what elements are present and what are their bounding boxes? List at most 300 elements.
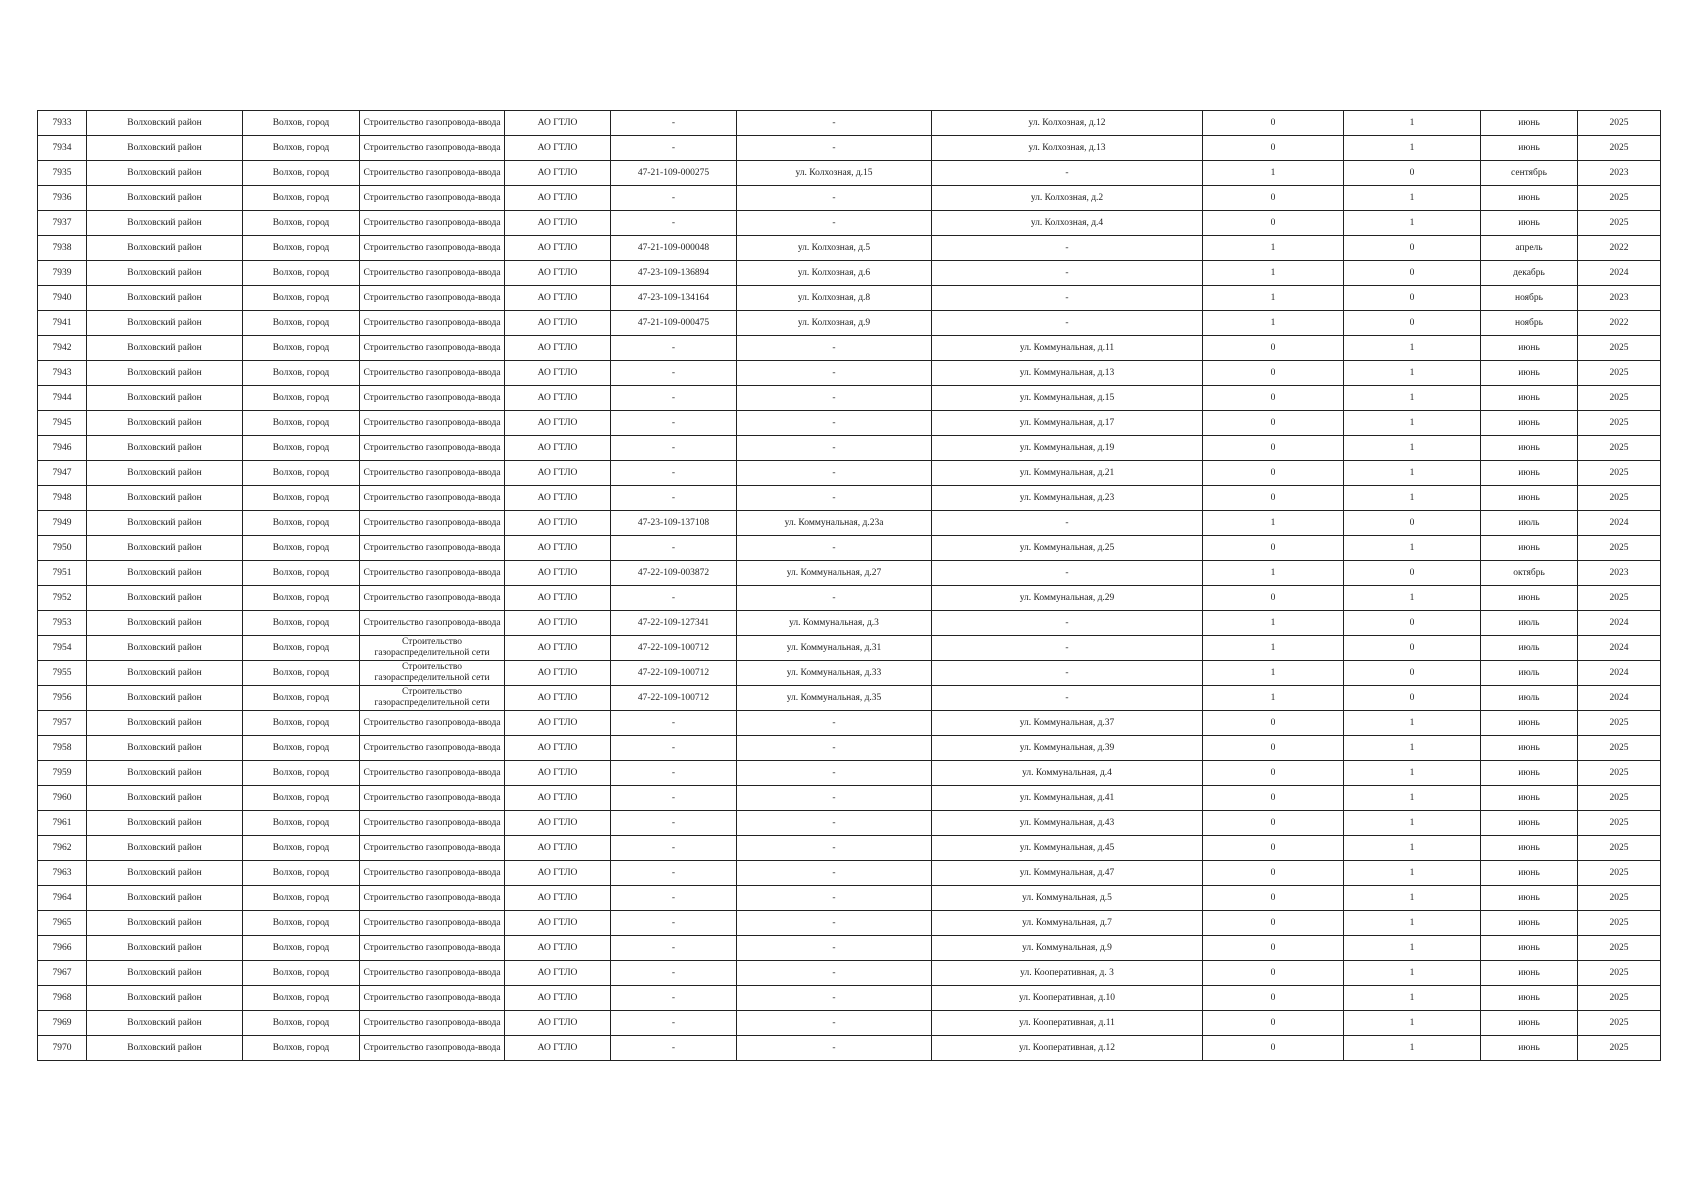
contract-number-cell: - (611, 786, 737, 811)
year-cell: 2025 (1578, 736, 1661, 761)
planned-flag-cell: 1 (1344, 736, 1481, 761)
contract-address-cell: - (737, 886, 932, 911)
organization-cell: АО ГТЛО (505, 586, 611, 611)
row-number: 7944 (38, 386, 87, 411)
district-cell: Волховский район (87, 136, 243, 161)
planned-flag-cell: 1 (1344, 461, 1481, 486)
month-cell: июнь (1481, 886, 1578, 911)
done-flag-cell: 1 (1203, 511, 1344, 536)
table-row (38, 311, 1661, 336)
row-number: 7942 (38, 336, 87, 361)
planned-address-cell: ул. Кооперативная, д.12 (932, 1036, 1203, 1061)
contract-number-cell: - (611, 461, 737, 486)
contract-number-cell: - (611, 811, 737, 836)
organization-cell: АО ГТЛО (505, 186, 611, 211)
row-number: 7933 (38, 111, 87, 136)
table-row (38, 961, 1661, 986)
settlement-cell: Волхов, город (243, 961, 360, 986)
contract-address-cell: - (737, 761, 932, 786)
table-row (38, 461, 1661, 486)
year-cell: 2024 (1578, 636, 1661, 661)
organization-cell: АО ГТЛО (505, 611, 611, 636)
planned-address-cell: ул. Колхозная, д.12 (932, 111, 1203, 136)
contract-address-cell: - (737, 386, 932, 411)
month-cell: июнь (1481, 361, 1578, 386)
row-number: 7937 (38, 211, 87, 236)
district-cell: Волховский район (87, 611, 243, 636)
table-row (38, 1011, 1661, 1036)
settlement-cell: Волхов, город (243, 411, 360, 436)
contract-number-cell: - (611, 761, 737, 786)
table-row (38, 411, 1661, 436)
work-type-cell: Строительство газопровода-ввода (360, 486, 505, 511)
planned-address-cell: - (932, 236, 1203, 261)
organization-cell: АО ГТЛО (505, 736, 611, 761)
done-flag-cell: 0 (1203, 461, 1344, 486)
year-cell: 2025 (1578, 961, 1661, 986)
planned-address-cell: - (932, 661, 1203, 686)
planned-address-cell: ул. Колхозная, д.4 (932, 211, 1203, 236)
year-cell: 2023 (1578, 286, 1661, 311)
settlement-cell: Волхов, город (243, 236, 360, 261)
work-type-cell: Строительство газопровода-ввода (360, 911, 505, 936)
settlement-cell: Волхов, город (243, 361, 360, 386)
year-cell: 2025 (1578, 536, 1661, 561)
row-number: 7965 (38, 911, 87, 936)
month-cell: июнь (1481, 936, 1578, 961)
district-cell: Волховский район (87, 261, 243, 286)
settlement-cell: Волхов, город (243, 661, 360, 686)
planned-address-cell: - (932, 686, 1203, 711)
done-flag-cell: 0 (1203, 861, 1344, 886)
done-flag-cell: 1 (1203, 161, 1344, 186)
organization-cell: АО ГТЛО (505, 786, 611, 811)
contract-number-cell: - (611, 1036, 737, 1061)
year-cell: 2025 (1578, 336, 1661, 361)
contract-number-cell: - (611, 1011, 737, 1036)
settlement-cell: Волхов, город (243, 886, 360, 911)
table-row (38, 111, 1661, 136)
contract-number-cell: - (611, 536, 737, 561)
contract-number-cell: - (611, 211, 737, 236)
table-row (38, 861, 1661, 886)
work-type-cell: Строительство газопровода-ввода (360, 611, 505, 636)
organization-cell: АО ГТЛО (505, 461, 611, 486)
done-flag-cell: 0 (1203, 1011, 1344, 1036)
month-cell: июнь (1481, 1011, 1578, 1036)
year-cell: 2025 (1578, 436, 1661, 461)
year-cell: 2025 (1578, 386, 1661, 411)
contract-number-cell: - (611, 836, 737, 861)
work-type-cell: Строительство газопровода-ввода (360, 786, 505, 811)
done-flag-cell: 1 (1203, 661, 1344, 686)
table-row (38, 586, 1661, 611)
district-cell: Волховский район (87, 1036, 243, 1061)
contract-address-cell: ул. Коммунальная, д.35 (737, 686, 932, 711)
work-type-cell: Строительство газопровода-ввода (360, 886, 505, 911)
work-type-cell: Строительство газопровода-ввода (360, 211, 505, 236)
settlement-cell: Волхов, город (243, 211, 360, 236)
done-flag-cell: 0 (1203, 836, 1344, 861)
settlement-cell: Волхов, город (243, 761, 360, 786)
row-number: 7966 (38, 936, 87, 961)
planned-address-cell: ул. Колхозная, д.2 (932, 186, 1203, 211)
work-type-cell: Строительство газопровода-ввода (360, 186, 505, 211)
contract-address-cell: - (737, 411, 932, 436)
settlement-cell: Волхов, город (243, 186, 360, 211)
contract-address-cell: - (737, 211, 932, 236)
planned-flag-cell: 1 (1344, 836, 1481, 861)
organization-cell: АО ГТЛО (505, 961, 611, 986)
planned-address-cell: ул. Коммунальная, д.15 (932, 386, 1203, 411)
organization-cell: АО ГТЛО (505, 911, 611, 936)
contract-address-cell: - (737, 786, 932, 811)
contract-address-cell: ул. Коммунальная, д.23а (737, 511, 932, 536)
organization-cell: АО ГТЛО (505, 161, 611, 186)
row-number: 7968 (38, 986, 87, 1011)
row-number: 7963 (38, 861, 87, 886)
row-number: 7955 (38, 661, 87, 686)
row-number: 7970 (38, 1036, 87, 1061)
planned-flag-cell: 1 (1344, 961, 1481, 986)
month-cell: июнь (1481, 861, 1578, 886)
settlement-cell: Волхов, город (243, 111, 360, 136)
settlement-cell: Волхов, город (243, 261, 360, 286)
contract-number-cell: - (611, 911, 737, 936)
done-flag-cell: 0 (1203, 386, 1344, 411)
settlement-cell: Волхов, город (243, 786, 360, 811)
row-number: 7964 (38, 886, 87, 911)
year-cell: 2025 (1578, 211, 1661, 236)
planned-flag-cell: 1 (1344, 486, 1481, 511)
contract-address-cell: - (737, 711, 932, 736)
year-cell: 2023 (1578, 561, 1661, 586)
planned-flag-cell: 1 (1344, 1011, 1481, 1036)
settlement-cell: Волхов, город (243, 561, 360, 586)
planned-address-cell: ул. Кооперативная, д.10 (932, 986, 1203, 1011)
year-cell: 2025 (1578, 111, 1661, 136)
done-flag-cell: 1 (1203, 311, 1344, 336)
table-row (38, 836, 1661, 861)
year-cell: 2025 (1578, 911, 1661, 936)
contract-address-cell: ул. Колхозная, д.8 (737, 286, 932, 311)
settlement-cell: Волхов, город (243, 686, 360, 711)
contract-address-cell: ул. Колхозная, д.15 (737, 161, 932, 186)
done-flag-cell: 1 (1203, 286, 1344, 311)
row-number: 7967 (38, 961, 87, 986)
planned-address-cell: ул. Коммунальная, д.45 (932, 836, 1203, 861)
district-cell: Волховский район (87, 486, 243, 511)
month-cell: апрель (1481, 236, 1578, 261)
district-cell: Волховский район (87, 286, 243, 311)
planned-address-cell: - (932, 611, 1203, 636)
year-cell: 2025 (1578, 361, 1661, 386)
work-type-cell: Строительство газопровода-ввода (360, 536, 505, 561)
work-type-cell: Строительство газопровода-ввода (360, 1036, 505, 1061)
work-type-cell: Строительство газопровода-ввода (360, 411, 505, 436)
planned-flag-cell: 1 (1344, 386, 1481, 411)
row-number: 7960 (38, 786, 87, 811)
done-flag-cell: 0 (1203, 736, 1344, 761)
table-row (38, 511, 1661, 536)
month-cell: июнь (1481, 336, 1578, 361)
district-cell: Волховский район (87, 461, 243, 486)
planned-flag-cell: 1 (1344, 211, 1481, 236)
year-cell: 2025 (1578, 1036, 1661, 1061)
planned-flag-cell: 1 (1344, 336, 1481, 361)
row-number: 7962 (38, 836, 87, 861)
data-table (37, 110, 1661, 1061)
row-number: 7940 (38, 286, 87, 311)
contract-address-cell: ул. Коммунальная, д.3 (737, 611, 932, 636)
table-row (38, 436, 1661, 461)
work-type-cell: Строительство газопровода-ввода (360, 461, 505, 486)
month-cell: июнь (1481, 986, 1578, 1011)
year-cell: 2025 (1578, 761, 1661, 786)
contract-number-cell: - (611, 736, 737, 761)
planned-address-cell: - (932, 286, 1203, 311)
work-type-cell: Строительство газопровода-ввода (360, 761, 505, 786)
month-cell: июль (1481, 511, 1578, 536)
district-cell: Волховский район (87, 561, 243, 586)
month-cell: июнь (1481, 386, 1578, 411)
contract-address-cell: - (737, 461, 932, 486)
month-cell: июнь (1481, 961, 1578, 986)
district-cell: Волховский район (87, 886, 243, 911)
work-type-cell: Строительство газораспределительной сети (360, 686, 505, 711)
row-number: 7956 (38, 686, 87, 711)
contract-number-cell: - (611, 336, 737, 361)
planned-address-cell: ул. Коммунальная, д.41 (932, 786, 1203, 811)
district-cell: Волховский район (87, 336, 243, 361)
contract-number-cell: - (611, 136, 737, 161)
organization-cell: АО ГТЛО (505, 511, 611, 536)
contract-address-cell: ул. Коммунальная, д.27 (737, 561, 932, 586)
contract-address-cell: - (737, 336, 932, 361)
settlement-cell: Волхов, город (243, 286, 360, 311)
year-cell: 2024 (1578, 661, 1661, 686)
done-flag-cell: 0 (1203, 936, 1344, 961)
organization-cell: АО ГТЛО (505, 636, 611, 661)
planned-address-cell: - (932, 511, 1203, 536)
contract-number-cell: - (611, 436, 737, 461)
done-flag-cell: 0 (1203, 911, 1344, 936)
table-row (38, 686, 1661, 711)
month-cell: июнь (1481, 586, 1578, 611)
year-cell: 2025 (1578, 486, 1661, 511)
planned-flag-cell: 1 (1344, 136, 1481, 161)
done-flag-cell: 1 (1203, 261, 1344, 286)
settlement-cell: Волхов, город (243, 436, 360, 461)
month-cell: июль (1481, 661, 1578, 686)
month-cell: июнь (1481, 486, 1578, 511)
done-flag-cell: 0 (1203, 111, 1344, 136)
planned-address-cell: - (932, 161, 1203, 186)
planned-flag-cell: 1 (1344, 361, 1481, 386)
contract-address-cell: - (737, 186, 932, 211)
planned-flag-cell: 1 (1344, 986, 1481, 1011)
month-cell: июль (1481, 611, 1578, 636)
organization-cell: АО ГТЛО (505, 1036, 611, 1061)
row-number: 7969 (38, 1011, 87, 1036)
planned-address-cell: ул. Коммунальная, д.37 (932, 711, 1203, 736)
planned-address-cell: ул. Коммунальная, д.7 (932, 911, 1203, 936)
settlement-cell: Волхов, город (243, 911, 360, 936)
work-type-cell: Строительство газопровода-ввода (360, 561, 505, 586)
work-type-cell: Строительство газопровода-ввода (360, 361, 505, 386)
district-cell: Волховский район (87, 111, 243, 136)
settlement-cell: Волхов, город (243, 161, 360, 186)
planned-address-cell: - (932, 561, 1203, 586)
row-number: 7948 (38, 486, 87, 511)
organization-cell: АО ГТЛО (505, 811, 611, 836)
year-cell: 2025 (1578, 811, 1661, 836)
district-cell: Волховский район (87, 361, 243, 386)
year-cell: 2025 (1578, 886, 1661, 911)
work-type-cell: Строительство газопровода-ввода (360, 986, 505, 1011)
done-flag-cell: 0 (1203, 886, 1344, 911)
district-cell: Волховский район (87, 311, 243, 336)
table-row (38, 636, 1661, 661)
organization-cell: АО ГТЛО (505, 411, 611, 436)
contract-number-cell: 47-22-109-100712 (611, 686, 737, 711)
work-type-cell: Строительство газопровода-ввода (360, 811, 505, 836)
contract-number-cell: - (611, 886, 737, 911)
contract-number-cell: 47-23-109-136894 (611, 261, 737, 286)
work-type-cell: Строительство газопровода-ввода (360, 261, 505, 286)
month-cell: декабрь (1481, 261, 1578, 286)
table-row (38, 486, 1661, 511)
planned-address-cell: ул. Коммунальная, д.43 (932, 811, 1203, 836)
planned-flag-cell: 1 (1344, 1036, 1481, 1061)
work-type-cell: Строительство газопровода-ввода (360, 386, 505, 411)
month-cell: июнь (1481, 736, 1578, 761)
planned-address-cell: - (932, 311, 1203, 336)
district-cell: Волховский район (87, 936, 243, 961)
year-cell: 2025 (1578, 836, 1661, 861)
month-cell: июнь (1481, 1036, 1578, 1061)
organization-cell: АО ГТЛО (505, 361, 611, 386)
planned-flag-cell: 0 (1344, 686, 1481, 711)
organization-cell: АО ГТЛО (505, 761, 611, 786)
planned-address-cell: ул. Коммунальная, д.19 (932, 436, 1203, 461)
planned-address-cell: ул. Коммунальная, д.9 (932, 936, 1203, 961)
year-cell: 2024 (1578, 511, 1661, 536)
organization-cell: АО ГТЛО (505, 311, 611, 336)
work-type-cell: Строительство газопровода-ввода (360, 511, 505, 536)
year-cell: 2024 (1578, 261, 1661, 286)
done-flag-cell: 0 (1203, 786, 1344, 811)
year-cell: 2025 (1578, 136, 1661, 161)
table-row (38, 736, 1661, 761)
settlement-cell: Волхов, город (243, 711, 360, 736)
done-flag-cell: 0 (1203, 136, 1344, 161)
district-cell: Волховский район (87, 236, 243, 261)
row-number: 7945 (38, 411, 87, 436)
planned-flag-cell: 1 (1344, 411, 1481, 436)
row-number: 7935 (38, 161, 87, 186)
month-cell: июнь (1481, 111, 1578, 136)
settlement-cell: Волхов, город (243, 136, 360, 161)
planned-flag-cell: 0 (1344, 511, 1481, 536)
district-cell: Волховский район (87, 686, 243, 711)
planned-flag-cell: 1 (1344, 111, 1481, 136)
month-cell: июнь (1481, 911, 1578, 936)
contract-address-cell: - (737, 986, 932, 1011)
contract-number-cell: 47-22-109-100712 (611, 661, 737, 686)
contract-address-cell: - (737, 836, 932, 861)
organization-cell: АО ГТЛО (505, 886, 611, 911)
planned-flag-cell: 0 (1344, 311, 1481, 336)
planned-address-cell: ул. Колхозная, д.13 (932, 136, 1203, 161)
contract-address-cell: - (737, 961, 932, 986)
row-number: 7958 (38, 736, 87, 761)
year-cell: 2022 (1578, 236, 1661, 261)
work-type-cell: Строительство газопровода-ввода (360, 861, 505, 886)
district-cell: Волховский район (87, 761, 243, 786)
month-cell: июнь (1481, 836, 1578, 861)
table-row (38, 936, 1661, 961)
settlement-cell: Волхов, город (243, 461, 360, 486)
row-number: 7954 (38, 636, 87, 661)
settlement-cell: Волхов, город (243, 836, 360, 861)
planned-flag-cell: 1 (1344, 861, 1481, 886)
year-cell: 2024 (1578, 686, 1661, 711)
row-number: 7951 (38, 561, 87, 586)
settlement-cell: Волхов, город (243, 386, 360, 411)
district-cell: Волховский район (87, 386, 243, 411)
year-cell: 2025 (1578, 461, 1661, 486)
planned-flag-cell: 0 (1344, 636, 1481, 661)
work-type-cell: Строительство газопровода-ввода (360, 336, 505, 361)
settlement-cell: Волхов, город (243, 636, 360, 661)
contract-number-cell: - (611, 711, 737, 736)
district-cell: Волховский район (87, 636, 243, 661)
table-row (38, 911, 1661, 936)
table-row (38, 536, 1661, 561)
planned-address-cell: ул. Коммунальная, д.13 (932, 361, 1203, 386)
settlement-cell: Волхов, город (243, 511, 360, 536)
planned-address-cell: ул. Коммунальная, д.4 (932, 761, 1203, 786)
table-body (38, 111, 1661, 1061)
row-number: 7949 (38, 511, 87, 536)
contract-number-cell: - (611, 386, 737, 411)
planned-flag-cell: 0 (1344, 611, 1481, 636)
contract-address-cell: - (737, 811, 932, 836)
contract-address-cell: - (737, 736, 932, 761)
table-row (38, 136, 1661, 161)
planned-flag-cell: 1 (1344, 186, 1481, 211)
settlement-cell: Волхов, город (243, 336, 360, 361)
work-type-cell: Строительство газопровода-ввода (360, 736, 505, 761)
district-cell: Волховский район (87, 661, 243, 686)
work-type-cell: Строительство газораспределительной сети (360, 661, 505, 686)
planned-flag-cell: 0 (1344, 261, 1481, 286)
contract-address-cell: - (737, 436, 932, 461)
organization-cell: АО ГТЛО (505, 386, 611, 411)
planned-flag-cell: 1 (1344, 711, 1481, 736)
planned-address-cell: ул. Коммунальная, д.5 (932, 886, 1203, 911)
district-cell: Волховский район (87, 836, 243, 861)
planned-address-cell: ул. Коммунальная, д.25 (932, 536, 1203, 561)
work-type-cell: Строительство газопровода-ввода (360, 836, 505, 861)
done-flag-cell: 0 (1203, 761, 1344, 786)
contract-number-cell: 47-22-109-127341 (611, 611, 737, 636)
contract-number-cell: 47-21-109-000475 (611, 311, 737, 336)
month-cell: июнь (1481, 186, 1578, 211)
planned-flag-cell: 1 (1344, 536, 1481, 561)
done-flag-cell: 0 (1203, 986, 1344, 1011)
